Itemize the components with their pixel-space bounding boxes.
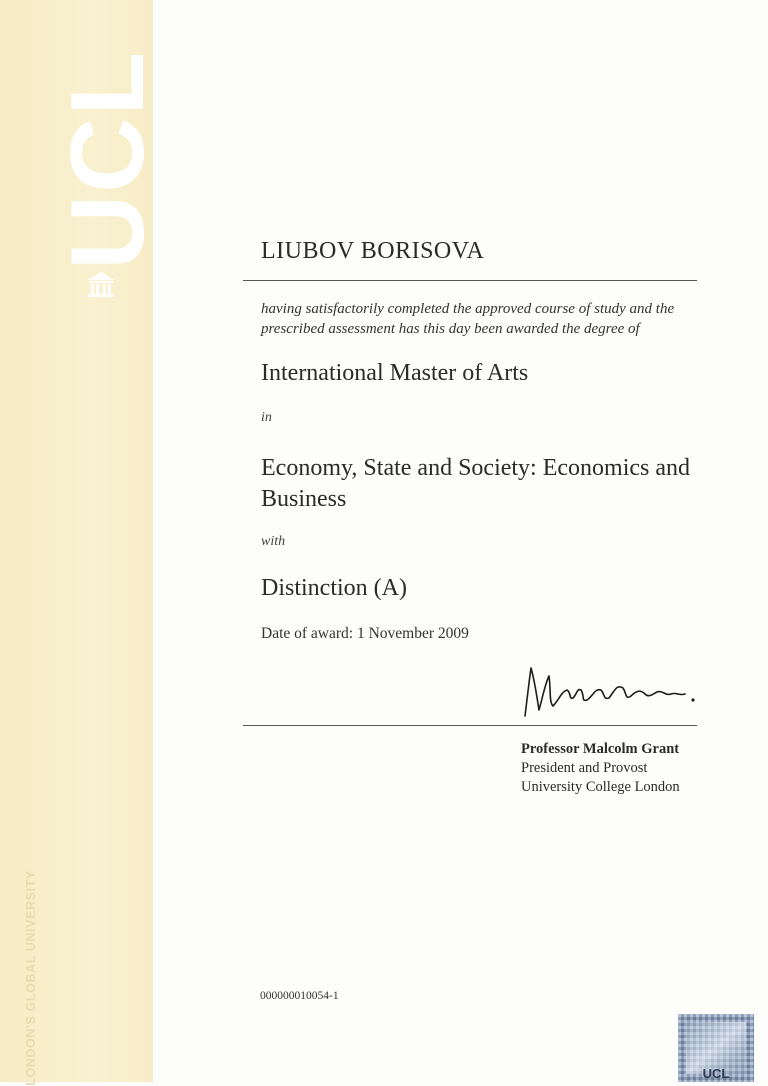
degree-subject: Economy, State and Society: Economics and Business: [261, 455, 691, 512]
completion-statement: having satisfactorily completed the approved course of study and the prescribed assessment has this day been awarded the degree of: [261, 301, 675, 337]
award-date-value: 1 November 2009: [356, 625, 469, 642]
university-tagline: LONDON'S GLOBAL UNIVERSITY: [24, 870, 38, 1086]
connector-in: in: [261, 410, 272, 425]
hologram-seal: [678, 1014, 754, 1082]
left-brand-band: [0, 0, 166, 1086]
connector-with: with: [261, 534, 286, 549]
signatory-block: [521, 740, 680, 797]
signature-divider: [243, 725, 697, 726]
award-date-line: [261, 625, 469, 643]
recipient-name: LIUBOV BORISOVA: [261, 238, 485, 264]
signatory-organization: University College London: [521, 779, 680, 795]
signatory-role: President and Provost: [521, 760, 648, 776]
name-divider: [243, 280, 697, 281]
portico-icon: [84, 270, 118, 298]
serial-number: 000000010054-1: [260, 990, 339, 1002]
degree-title: International Master of Arts: [261, 360, 529, 386]
signature: [515, 660, 705, 724]
degree-classification: Distinction (A): [261, 575, 407, 601]
award-date-label: Date of award:: [261, 625, 354, 642]
ucl-logo: UCL: [50, 50, 166, 270]
signatory-name: Professor Malcolm Grant: [521, 741, 680, 757]
hologram-text: UCL: [702, 1066, 730, 1081]
